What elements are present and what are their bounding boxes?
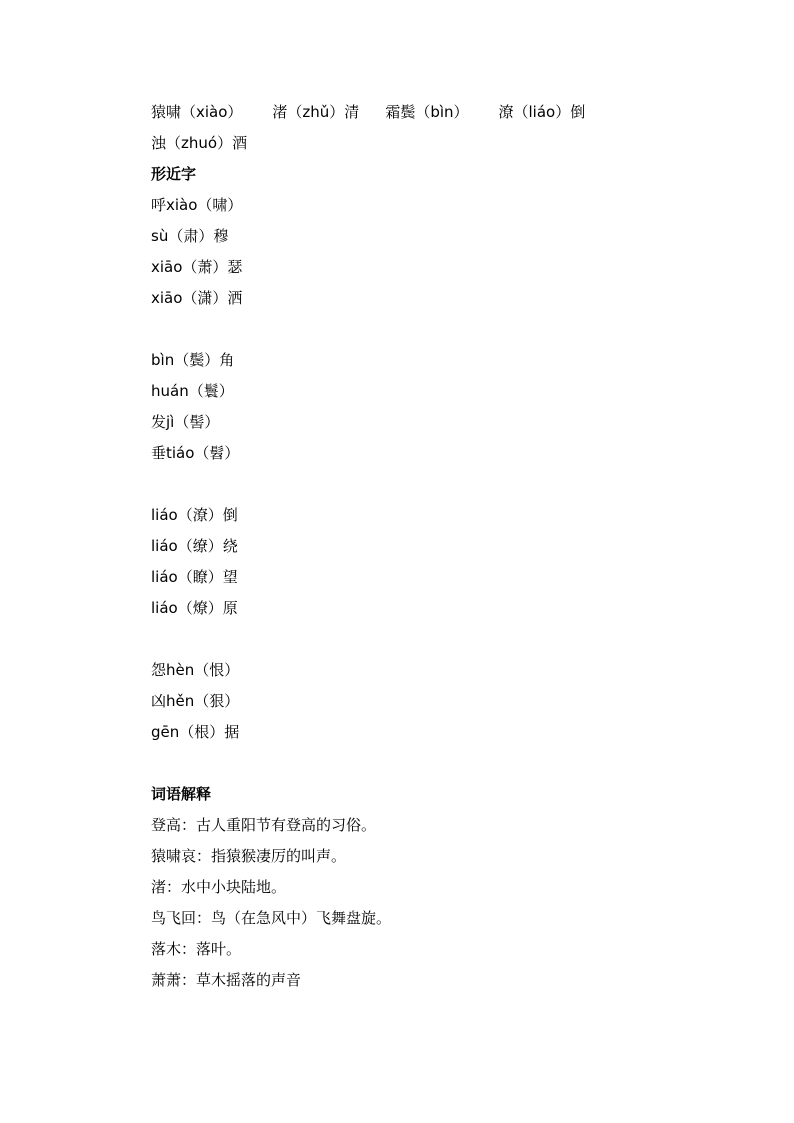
similar-char-item: 发jì（髻） — [151, 413, 220, 431]
word-explanation-item: 登高：古人重阳节有登高的习俗。 — [151, 816, 377, 834]
similar-char-item: liáo（瞭）望 — [151, 568, 238, 586]
pronunciation-item: 潦（liáo）倒 — [498, 103, 586, 121]
pronunciation-row — [151, 97, 711, 128]
pronunciation-item: 渚（zhǔ）清 — [272, 103, 360, 121]
similar-char-item: xiāo（潇）洒 — [151, 289, 243, 307]
pronunciation-item: 霜鬓（bìn） — [385, 103, 469, 121]
similar-char-item: bìn（鬓）角 — [151, 351, 235, 369]
spacer — [151, 314, 711, 345]
spacer — [151, 624, 711, 655]
similar-char-item: gēn（根）据 — [151, 723, 240, 741]
word-explanation-item: 萧萧：草木摇落的声音 — [151, 971, 302, 989]
similar-char-item: liáo（燎）原 — [151, 599, 238, 617]
similar-char-item: liáo（潦）倒 — [151, 506, 238, 524]
spacer — [151, 469, 711, 500]
document-page — [151, 97, 711, 996]
similar-char-item: huán（鬟） — [151, 382, 234, 400]
similar-char-item: 呼xiào（啸） — [151, 196, 243, 214]
similar-char-item: liáo（缭）绕 — [151, 537, 238, 555]
similar-char-item: xiāo（萧）瑟 — [151, 258, 243, 276]
word-explanation-item: 落木：落叶。 — [151, 940, 242, 958]
word-explanation-item: 鸟飞回：鸟（在急风中）飞舞盘旋。 — [151, 909, 392, 927]
similar-char-item: 怨hèn（恨） — [151, 661, 240, 679]
similar-char-item: sù（肃）穆 — [151, 227, 229, 245]
spacer — [151, 748, 711, 779]
similar-char-item: 凶hěn（狠） — [151, 692, 240, 710]
section-heading-word-explanations: 词语解释 — [151, 785, 212, 803]
similar-char-item: 垂tiáo（髫） — [151, 444, 240, 462]
pronunciation-line: 浊（zhuó）酒 — [151, 134, 248, 152]
pronunciation-item: 猿啸（xiào） — [151, 103, 243, 121]
word-explanation-item: 猿啸哀：指猿猴凄厉的叫声。 — [151, 847, 347, 865]
word-explanation-item: 渚：水中小块陆地。 — [151, 878, 287, 896]
section-heading-similar-chars: 形近字 — [151, 165, 197, 183]
